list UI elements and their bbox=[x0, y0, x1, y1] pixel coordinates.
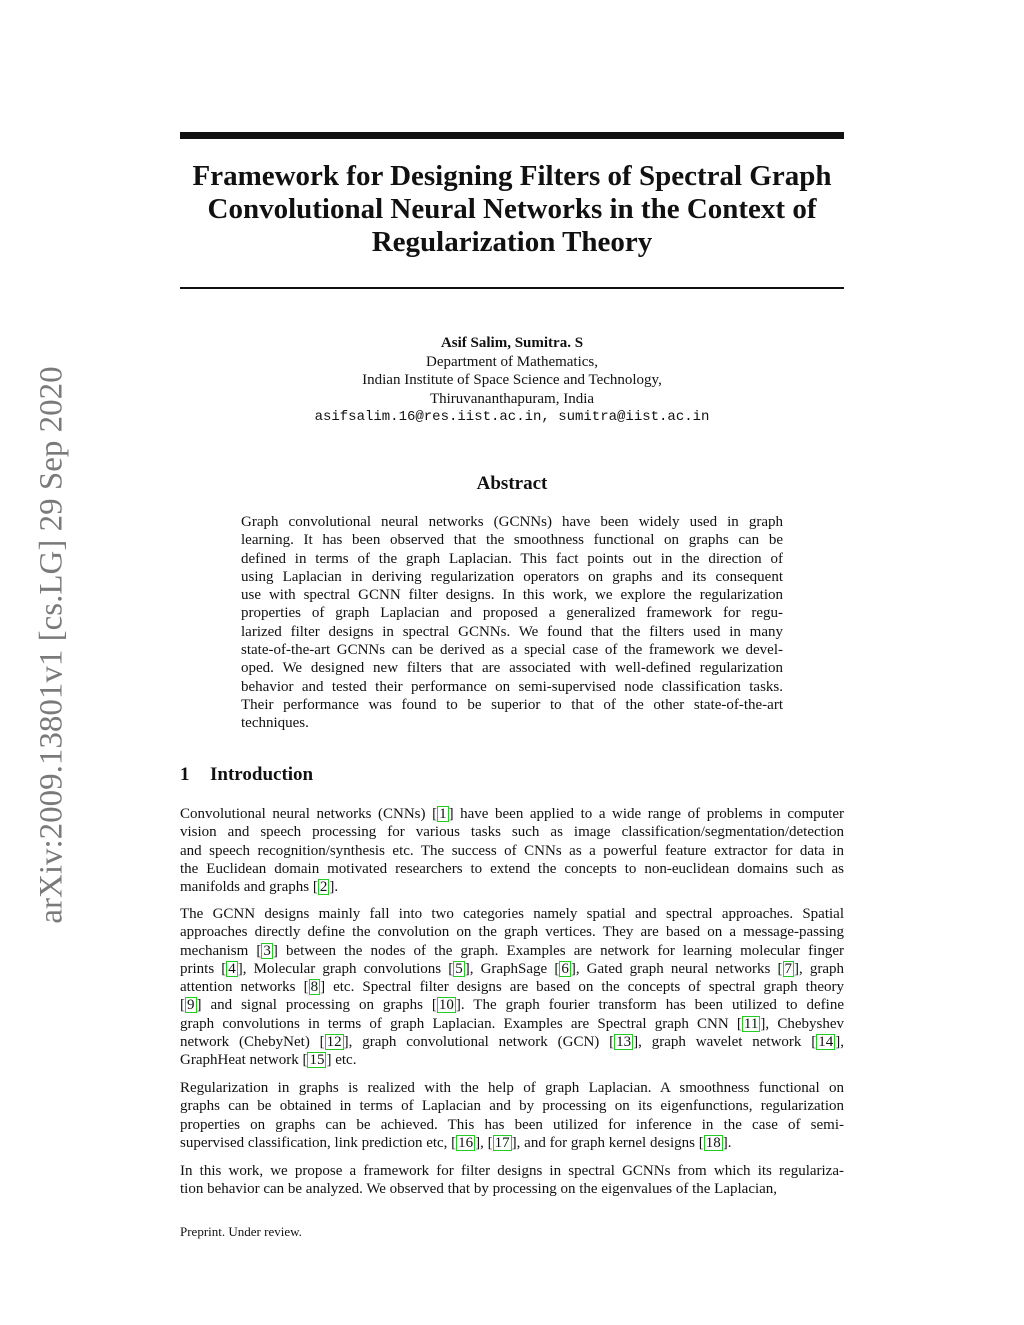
intro-paragraph bbox=[180, 1079, 844, 1152]
abstract-line: behavior and tested their performance on semi-supervised node classification tasks. bbox=[241, 678, 783, 695]
paragraph-line: properties on graphs can be achieved. This has been utilized for inference in the case of semi- bbox=[180, 1116, 844, 1133]
citation-link[interactable]: 9 bbox=[187, 997, 195, 1014]
abstract-line: oped. We designed new filters that are associated with well-defined regularization bbox=[241, 660, 783, 677]
paragraph-line: GraphHeat network [ 15 ] etc. bbox=[180, 1052, 357, 1069]
citation-link[interactable]: 5 bbox=[455, 960, 463, 977]
abstract-body bbox=[241, 513, 783, 733]
section-number: 1 bbox=[180, 764, 190, 785]
citation-link[interactable]: 15 bbox=[309, 1052, 325, 1069]
intro-paragraph bbox=[180, 1162, 844, 1199]
citation-link[interactable]: 12 bbox=[326, 1034, 342, 1051]
paragraph-line: manifolds and graphs [ 2 ]. bbox=[180, 879, 339, 896]
abstract-line: using Laplacian in deriving regularization operators on graphs and its consequent bbox=[241, 568, 783, 585]
author-names: Asif Salim, Sumitra. S bbox=[440, 335, 584, 351]
citation-link[interactable]: 6 bbox=[561, 960, 569, 977]
intro-paragraph bbox=[180, 805, 844, 896]
paragraph-line: tion behavior can be analyzed. We observed that by processing on the eigenvalues of the Laplacian, bbox=[180, 1181, 778, 1198]
paragraph-line: approaches directly define the convolution on the graph vertices. They are based on a message-passing bbox=[180, 924, 844, 941]
citation-link[interactable]: 13 bbox=[616, 1034, 632, 1051]
citation-link[interactable]: 7 bbox=[784, 960, 792, 977]
paragraph-line: vision and speech processing for various tasks such as image classification/segmentation/detection bbox=[180, 824, 844, 841]
title-line: Framework for Designing Filters of Spectral Graph bbox=[192, 160, 832, 192]
title-bottom-rule bbox=[180, 287, 844, 289]
section-title: Introduction bbox=[210, 764, 314, 785]
citation-link[interactable]: 18 bbox=[705, 1134, 721, 1151]
paragraph-line: The GCNN designs mainly fall into two categories namely spatial and spectral approaches. Spatial bbox=[180, 906, 844, 922]
section-heading-introduction bbox=[180, 764, 313, 786]
paragraph-line: graphs can be obtained in terms of Laplacian and by processing on its eigenfunctions, regularization bbox=[180, 1098, 844, 1115]
abstract-line: larized filter designs in spectral GCNNs. We found that the filters used in many bbox=[241, 623, 783, 640]
paper-title bbox=[180, 160, 844, 259]
paragraph-line: prints [ 4 ], Molecular graph convolutions [ 5 ], GraphSage [ 6 ], Gated graph neural networks [ 7 ], graph bbox=[180, 960, 845, 977]
title-line: Regularization Theory bbox=[371, 226, 653, 258]
affiliation-line: Department of Mathematics, bbox=[425, 353, 599, 370]
citation-link[interactable]: 16 bbox=[458, 1134, 474, 1151]
paragraph-line: In this work, we propose a framework for filter designs in spectral GCNNs from which its regulariza- bbox=[180, 1163, 844, 1179]
paragraph-line: supervised classification, link prediction etc, [ 16 ], [ 17 ], and for graph kernel designs [ 18 ]. bbox=[180, 1134, 732, 1151]
author-emails: asifsalim.16@res.iist.ac.in, sumitra@iist.ac.in bbox=[314, 409, 710, 425]
abstract-line: properties of graph Laplacian and proposed a generalized framework for regu- bbox=[241, 605, 783, 622]
intro-paragraph bbox=[180, 905, 844, 1070]
citation-link[interactable]: 11 bbox=[743, 1015, 759, 1032]
citation-link[interactable]: 3 bbox=[263, 942, 271, 959]
affiliation-line: Thiruvananthapuram, India bbox=[429, 390, 595, 407]
citation-link[interactable]: 4 bbox=[228, 960, 236, 977]
abstract-line: defined in terms of the graph Laplacian. This fact points out in the direction of bbox=[241, 550, 783, 567]
citation-link[interactable]: 14 bbox=[818, 1034, 834, 1051]
abstract-line: use with spectral GCNN filter designs. In this work, we explore the regularization bbox=[241, 587, 783, 604]
citation-link[interactable]: 17 bbox=[494, 1134, 510, 1151]
preprint-footer: Preprint. Under review. bbox=[180, 1224, 302, 1239]
paragraph-line: Regularization in graphs is realized with the help of graph Laplacian. A smoothness functional on bbox=[180, 1080, 844, 1096]
affiliation-line: Indian Institute of Space Science and Technology, bbox=[362, 372, 662, 388]
abstract-line: state-of-the-art GCNNs can be derived as a special case of the framework we devel- bbox=[241, 642, 783, 659]
paragraph-line: and speech recognition/synthesis etc. The success of CNNs as a powerful feature extractor for data in bbox=[180, 842, 844, 859]
citation-link[interactable]: 8 bbox=[310, 979, 319, 996]
citation-link[interactable]: 1 bbox=[439, 806, 447, 822]
paragraph-line: graph convolutions in terms of graph Laplacian. Examples are Spectral graph CNN [ 11 ], Chebyshev bbox=[180, 1015, 844, 1032]
paragraph-line: mechanism [ 3 ] between the nodes of the graph. Examples are network for learning molecular finger bbox=[180, 942, 844, 959]
author-block bbox=[180, 334, 844, 427]
paragraph-line: network (ChebyNet) [ 12 ], graph convolutional network (GCN) [ 13 ], graph wavelet network [ 14 ], bbox=[180, 1034, 844, 1051]
arxiv-sidebar-stamp: arXiv:2009.13801v1 [cs.LG] 29 Sep 2020 bbox=[33, 366, 70, 924]
paragraph-line: [ 9 ] and signal processing on graphs [ 10 ]. The graph fourier transform has been utilized to define bbox=[180, 997, 844, 1014]
paragraph-line: the Euclidean domain motivated researchers to extend the concepts to non-euclidean domains such as bbox=[180, 860, 844, 877]
title-top-rule bbox=[180, 132, 844, 139]
abstract-heading: Abstract bbox=[476, 473, 548, 494]
citation-link[interactable]: 10 bbox=[438, 997, 454, 1014]
paragraph-line: attention networks [ 8 ] etc. Spectral filter designs are based on the concepts of spectral graph theory bbox=[180, 979, 844, 996]
title-line: Convolutional Neural Networks in the Context of bbox=[207, 193, 817, 225]
abstract-line: Graph convolutional neural networks (GCNNs) have been widely used in graph bbox=[241, 514, 783, 530]
paragraph-line: Convolutional neural networks (CNNs) [ 1 ] have been applied to a wide range of problems in computer bbox=[180, 806, 844, 822]
abstract-line: Their performance was found to be superior to that of the other state-of-the-art bbox=[241, 696, 783, 713]
abstract-line: learning. It has been observed that the smoothness functional on graphs can be bbox=[241, 532, 783, 549]
citation-link[interactable]: 2 bbox=[319, 879, 328, 896]
abstract-line: techniques. bbox=[241, 715, 309, 732]
